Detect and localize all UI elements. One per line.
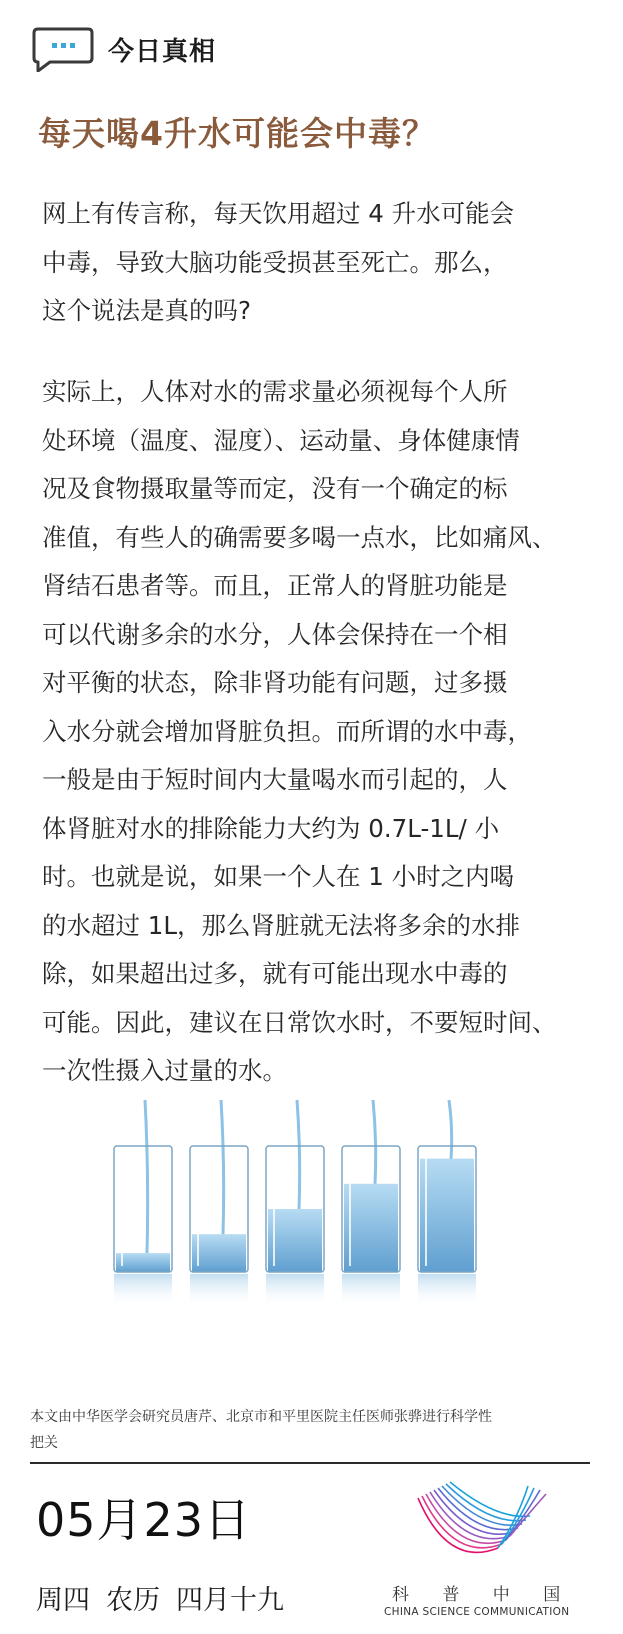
paragraph-line: 实际上，人体对水的需求量必须视每个人所 bbox=[42, 377, 508, 406]
explanation-paragraph bbox=[42, 368, 582, 1096]
intro-paragraph bbox=[42, 190, 582, 336]
paragraph-line: 除，如果超出过多，就有可能出现水中毒的 bbox=[42, 959, 508, 988]
paragraph-line: 中毒，导致大脑功能受损甚至死亡。那么， bbox=[42, 247, 508, 277]
paragraph-line: 的水超过 1L，那么肾脏就无法将多余的水排 bbox=[42, 910, 521, 940]
credit-note bbox=[30, 1404, 580, 1456]
paragraph-line: 对平衡的状态，除非肾功能有问题，过多摄 bbox=[42, 668, 508, 697]
paragraph-line: 况及食物摄取量等而定，没有一个确定的标 bbox=[42, 474, 508, 503]
paragraph-line: 网上有传言称，每天饮用超过 4 升水可能会 bbox=[42, 199, 515, 228]
water-glass bbox=[190, 1100, 248, 1308]
paragraph-line: 可能。因此，建议在日常饮水时，不要短时间、 bbox=[42, 1007, 557, 1037]
footer-divider bbox=[30, 1462, 590, 1464]
paragraph-line: 时。也就是说，如果一个人在 1 小时之内喝 bbox=[42, 862, 515, 891]
paragraph-line: 可以代谢多余的水分，人体会保持在一个相 bbox=[42, 619, 508, 649]
water-glass bbox=[114, 1100, 172, 1308]
header-title: 今日真相 bbox=[108, 36, 217, 67]
water-glass bbox=[266, 1100, 324, 1308]
weekday: 周四 bbox=[36, 1585, 90, 1616]
lunar-label: 农历 bbox=[106, 1585, 160, 1616]
logo-name-cn: 科 普 中 国 bbox=[392, 1585, 575, 1605]
footer-calendar-row bbox=[36, 1578, 284, 1617]
credit-line: 把关 bbox=[30, 1435, 58, 1451]
paragraph-line: 处环境（温度、湿度）、运动量、身体健康情 bbox=[42, 425, 520, 455]
water-glass bbox=[342, 1100, 400, 1308]
paragraph-line: 准值，有些人的确需要多喝一点水，比如痛风、 bbox=[42, 522, 557, 552]
footer-date: 05月23日 bbox=[36, 1493, 252, 1547]
credit-line: 本文由中华医学会研究员唐芹、北京市和平里医院主任医师张骅进行科学性 bbox=[30, 1409, 492, 1425]
paragraph-line: 入水分就会增加肾脏负担。而所谓的水中毒， bbox=[42, 716, 532, 746]
paragraph-line: 一次性摄入过量的水。 bbox=[42, 1056, 287, 1085]
water-glass bbox=[418, 1100, 476, 1308]
chat-bubble-icon bbox=[32, 26, 94, 72]
lunar-date: 四月十九 bbox=[176, 1585, 284, 1616]
article-headline: 每天喝4升水可能会中毒？ bbox=[38, 114, 436, 153]
paragraph-line: 一般是由于短时间内大量喝水而引起的，人 bbox=[42, 765, 508, 794]
water-glasses-image bbox=[110, 1100, 490, 1310]
header bbox=[32, 26, 216, 72]
logo-name-en: CHINA SCIENCE COMMUNICATION bbox=[384, 1606, 570, 1618]
paragraph-line: 体肾脏对水的排除能力大约为 0.7L-1L/ 小 bbox=[42, 813, 500, 843]
paragraph-line: 肾结石患者等。而且，正常人的肾脏功能是 bbox=[42, 571, 508, 600]
paragraph-line: 这个说法是真的吗? bbox=[42, 296, 252, 325]
